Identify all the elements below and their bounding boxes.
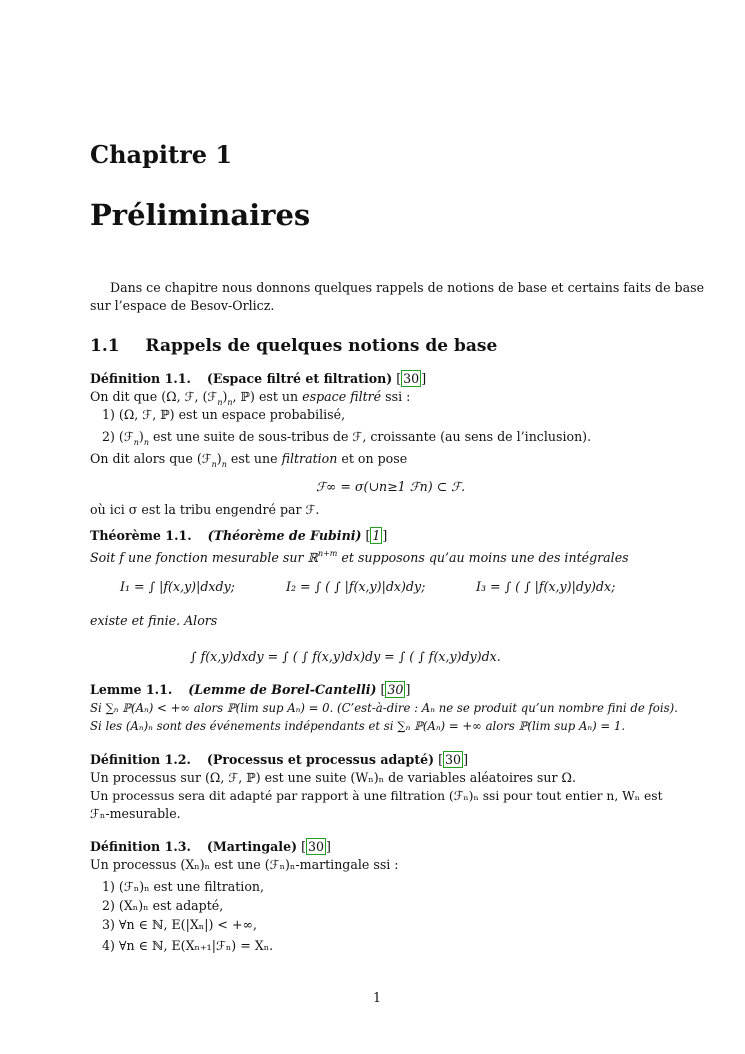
lem1-name: (Lemme de Borel-Cantelli) xyxy=(188,682,377,697)
page-number: 1 xyxy=(373,990,382,1005)
def1-label: Définition 1.1. xyxy=(90,371,191,386)
thm1-heading: Théorème 1.1. (Théorème de Fubini) [ 1 ] xyxy=(90,528,388,543)
def2-line1: Un processus sur (Ω, ℱ, ℙ) est une suite (Wₙ)ₙ de variables aléatoires sur Ω. xyxy=(90,770,576,785)
def1-line2-d: et on pose xyxy=(341,451,408,466)
thm1-I1: I₁ = ∫ |f(x,y)|dxdy; xyxy=(120,579,235,594)
thm1-line1-b: et supposons qu’au moins une des intégrales xyxy=(341,550,629,565)
def3-ref[interactable]: 30 xyxy=(308,839,325,854)
thm1-I2: I₂ = ∫ ( ∫ |f(x,y)|dx)dy; xyxy=(286,579,426,594)
thm1-line1-sup: n+m xyxy=(317,549,338,558)
def3-label: Définition 1.3. xyxy=(90,839,191,854)
def3-line1: Un processus (Xₙ)ₙ est une (ℱₙ)ₙ-martingale ssi : xyxy=(90,857,399,872)
def1-line2-c: est une xyxy=(230,451,278,466)
def1-item2-b: ) xyxy=(138,429,144,444)
def1-line2-b: ) xyxy=(216,451,222,466)
section-number: 1.1 xyxy=(90,336,120,356)
thm1-name: (Théorème de Fubini) xyxy=(207,528,362,543)
thm1-line1-a: Soit f une fonction mesurable sur ℝ xyxy=(90,550,318,565)
def1-line1-c: , ℙ) est un xyxy=(232,389,299,404)
section-heading xyxy=(90,336,497,356)
def1-item2: 2) $(ℱ_n)_n$ est une suite de sous-tribus de ℱ, croissante (au sens de l’inclusion). xyxy=(102,429,592,447)
lem1-ref[interactable]: 30 xyxy=(387,682,404,697)
def1-line2-a: On dit alors que (ℱ xyxy=(90,451,212,466)
def1-ref[interactable]: 30 xyxy=(403,371,420,386)
thm1-ref[interactable]: 1 xyxy=(372,528,381,543)
lem1-line1: Si ∑ₙ ℙ(Aₙ) < +∞ alors ℙ(lim sup Aₙ) = 0. (C’est-à-dire : Aₙ ne se produit qu’un nombre fini de fois). xyxy=(90,701,678,715)
lem1-label: Lemme 1.1. xyxy=(90,682,173,697)
lem1-line2: Si les (Aₙ)ₙ sont des événements indépendants et si ∑ₙ ℙ(Aₙ) = +∞ alors ℙ(lim sup Aₙ) = 1. xyxy=(90,719,626,733)
thm1-line2: existe et finie. Alors xyxy=(90,613,218,628)
def1-line1-b: ) xyxy=(222,389,228,404)
def2-line2: Un processus sera dit adapté par rapport à une filtration (ℱₙ)ₙ ssi pour tout entier n, Wₙ est xyxy=(90,789,663,803)
def1-item2-c: est une suite de sous-tribus de ℱ, croissante (au sens de l’inclusion). xyxy=(153,429,592,444)
def1-line3: où ici σ est la tribu engendré par ℱ. xyxy=(90,502,320,517)
thm1-line1 xyxy=(90,545,629,567)
thm1-label: Théorème 1.1. xyxy=(90,528,192,543)
def2-ref[interactable]: 30 xyxy=(445,752,462,767)
def1-line2-em: filtration xyxy=(281,451,338,466)
def2-line3: ℱₙ-mesurable. xyxy=(90,806,181,821)
def1-name: (Espace filtré et filtration) xyxy=(206,371,393,386)
def3-heading: Définition 1.3. (Martingale) [ 30 ] xyxy=(90,839,331,854)
def2-label: Définition 1.2. xyxy=(90,752,191,767)
lem1-heading: Lemme 1.1. (Lemme de Borel-Cantelli) [ 30 ] xyxy=(90,682,411,697)
def1-item1: 1) (Ω, ℱ, ℙ) est un espace probabilisé, xyxy=(102,407,346,422)
section-title: Rappels de quelques notions de base xyxy=(145,336,498,356)
def1-line1-d: ssi : xyxy=(385,389,411,404)
def1-line1-a: On dit que (Ω, ℱ, (ℱ xyxy=(90,389,218,404)
def3-item: 1) (ℱₙ)ₙ est une filtration, xyxy=(102,879,265,894)
def1-line2: On dit alors que $(ℱ_n)_n$ est une filtration et on pose xyxy=(90,451,408,469)
intro-line-1: Dans ce chapitre nous donnons quelques rappels de notions de base et certains faits de base xyxy=(110,280,705,295)
def3-name: (Martingale) xyxy=(206,839,298,854)
intro-line-2: sur l’espace de Besov-Orlicz. xyxy=(90,298,275,313)
def2-name: (Processus et processus adapté) xyxy=(206,752,435,767)
def3-item: 4) ∀n ∈ ℕ, E(Xₙ₊₁|ℱₙ) = Xₙ. xyxy=(102,938,274,953)
thm1-I3: I₃ = ∫ ( ∫ |f(x,y)|dy)dx; xyxy=(476,579,616,594)
chapter-label: Chapitre 1 xyxy=(90,140,233,169)
def3-item: 3) ∀n ∈ ℕ, E(|Xₙ|) < +∞, xyxy=(102,917,258,932)
def1-item2-a: 2) (ℱ xyxy=(102,429,134,444)
def1-line1-em: espace filtré xyxy=(302,389,382,404)
chapter-title: Préliminaires xyxy=(90,198,311,232)
def1-formula: ℱ∞ = σ(∪n≥1 ℱn) ⊂ ℱ. xyxy=(316,479,466,494)
thm1-equation: ∫ f(x,y)dxdy = ∫ ( ∫ f(x,y)dx)dy = ∫ ( ∫ f(x,y)dy)dx. xyxy=(190,649,501,664)
def1-heading: Définition 1.1. (Espace filtré et filtration) [ 30 ] xyxy=(90,371,427,386)
def3-item: 2) (Xₙ)ₙ est adapté, xyxy=(102,898,224,913)
def1-line1: On dit que (Ω, ℱ, $(ℱ_n)_n$, ℙ) est un espace filtré ssi : xyxy=(90,389,411,407)
def2-heading: Définition 1.2. (Processus et processus adapté) [ 30 ] xyxy=(90,752,468,767)
